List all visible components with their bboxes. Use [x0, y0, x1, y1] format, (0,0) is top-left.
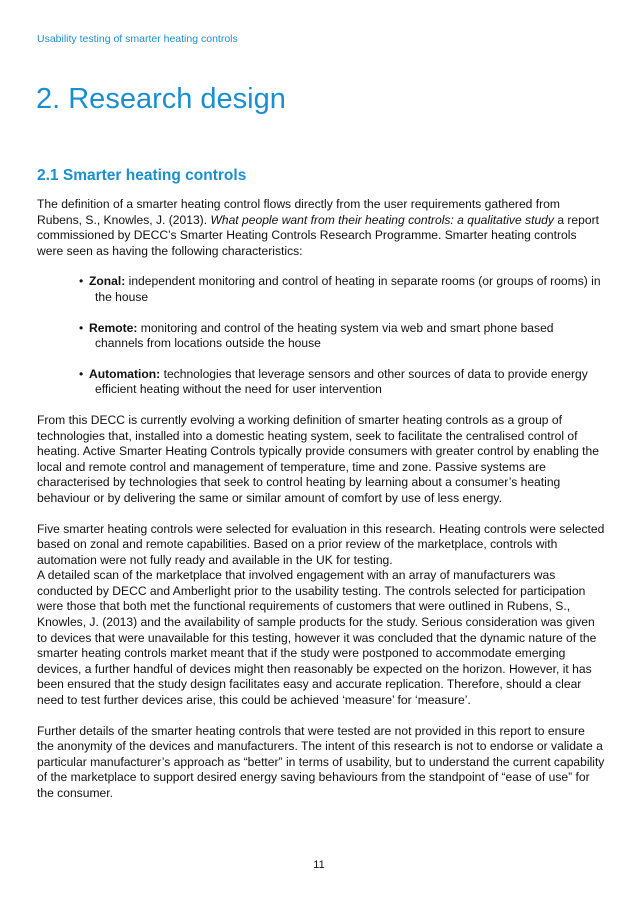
- running-header: Usability testing of smarter heating controls: [37, 33, 238, 45]
- bullet-icon: •: [79, 320, 84, 335]
- list-item-term: Remote:: [89, 320, 138, 335]
- list-item-description: monitoring and control of the heating system via web and smart phone based channels from locations outside the house: [95, 320, 554, 351]
- characteristics-list: [37, 274, 605, 398]
- intro-text-part1: The definition of a smarter heating control flows directly from the user requirements gathered from Rubens, S., Knowles, J. (2013).: [37, 197, 560, 227]
- intro-citation: What people want from their heating controls: a qualitative study: [210, 212, 554, 227]
- decc-definition-paragraph: From this DECC is currently evolving a working definition of smarter heating controls as a group of technologies that, installed into a domestic heating system, seek to facilitate the centralised control of heating. Active Smarter Heating Controls typically provide consumers with greater control by enabling the local and remote control and management of temperature, time and zone. Passive systems are characterised by technologies that seek to control heating by learning about a consumer’s heating behaviour or by delivering the same or similar amount of comfort by use of less energy.: [37, 412, 599, 505]
- list-item-term: Automation:: [89, 366, 161, 381]
- selection-paragraph-1: Five smarter heating controls were selected for evaluation in this research. Heating controls were selected based on zonal and remote capabilities. Based on a prior review of the marketplace, controls with automation were not fully ready and available in the UK for testing.: [37, 521, 605, 567]
- anonymity-paragraph: Further details of the smarter heating controls that were tested are not provided in this report to ensure the anonymity of the devices and manufacturers. The intent of this research is not to endorse or validate a particular manufacturer’s approach as “better” in terms of usability, but to understand the current capability of the marketplace to support desired energy saving behaviours from the standpoint of “ease of use” for the consumer.: [37, 723, 605, 800]
- list-item-remote: [37, 321, 605, 352]
- list-item-description: technologies that leverage sensors and other sources of data to provide energy efficient heating without the need for user intervention: [95, 366, 588, 397]
- section-title: 2.1 Smarter heating controls: [37, 167, 247, 184]
- body-text: [37, 197, 605, 817]
- page-number: 11: [313, 859, 325, 871]
- list-item-term: Zonal:: [89, 274, 126, 289]
- intro-paragraph: [37, 197, 605, 259]
- list-item-zonal: [37, 274, 605, 305]
- chapter-title: 2. Research design: [36, 83, 286, 115]
- list-item-automation: [37, 367, 605, 398]
- list-item-description: independent monitoring and control of heating in separate rooms (or groups of rooms) in the house: [95, 274, 601, 304]
- bullet-icon: •: [79, 366, 84, 381]
- selection-paragraph-2: A detailed scan of the marketplace that involved engagement with an array of manufacturers was conducted by DECC and Amberlight prior to the usability testing. The controls selected for participation were those that both met the functional requirements of customers that were outlined in Rubens, S., Knowles, J. (2013) and the availability of sample products for the study. Serious consideration was given to devices that were unavailable for this testing, however it was concluded that the dynamic nature of the smarter heating controls market meant that if the study were postponed to accommodate emerging devices, a further handful of devices might then reasonably be expected on the horizon. However, it has been ensured that the study design facilitates easy and accurate replication. Therefore, should a clear need to test further devices arise, this could be achieved ‘measure’ for ‘measure’.: [37, 568, 597, 708]
- intro-text-part2: a report commissioned by DECC’s Smarter Heating Controls Research Programme. Smarter heating controls were seen as having the following characteristics:: [37, 212, 599, 258]
- bullet-icon: •: [79, 274, 84, 289]
